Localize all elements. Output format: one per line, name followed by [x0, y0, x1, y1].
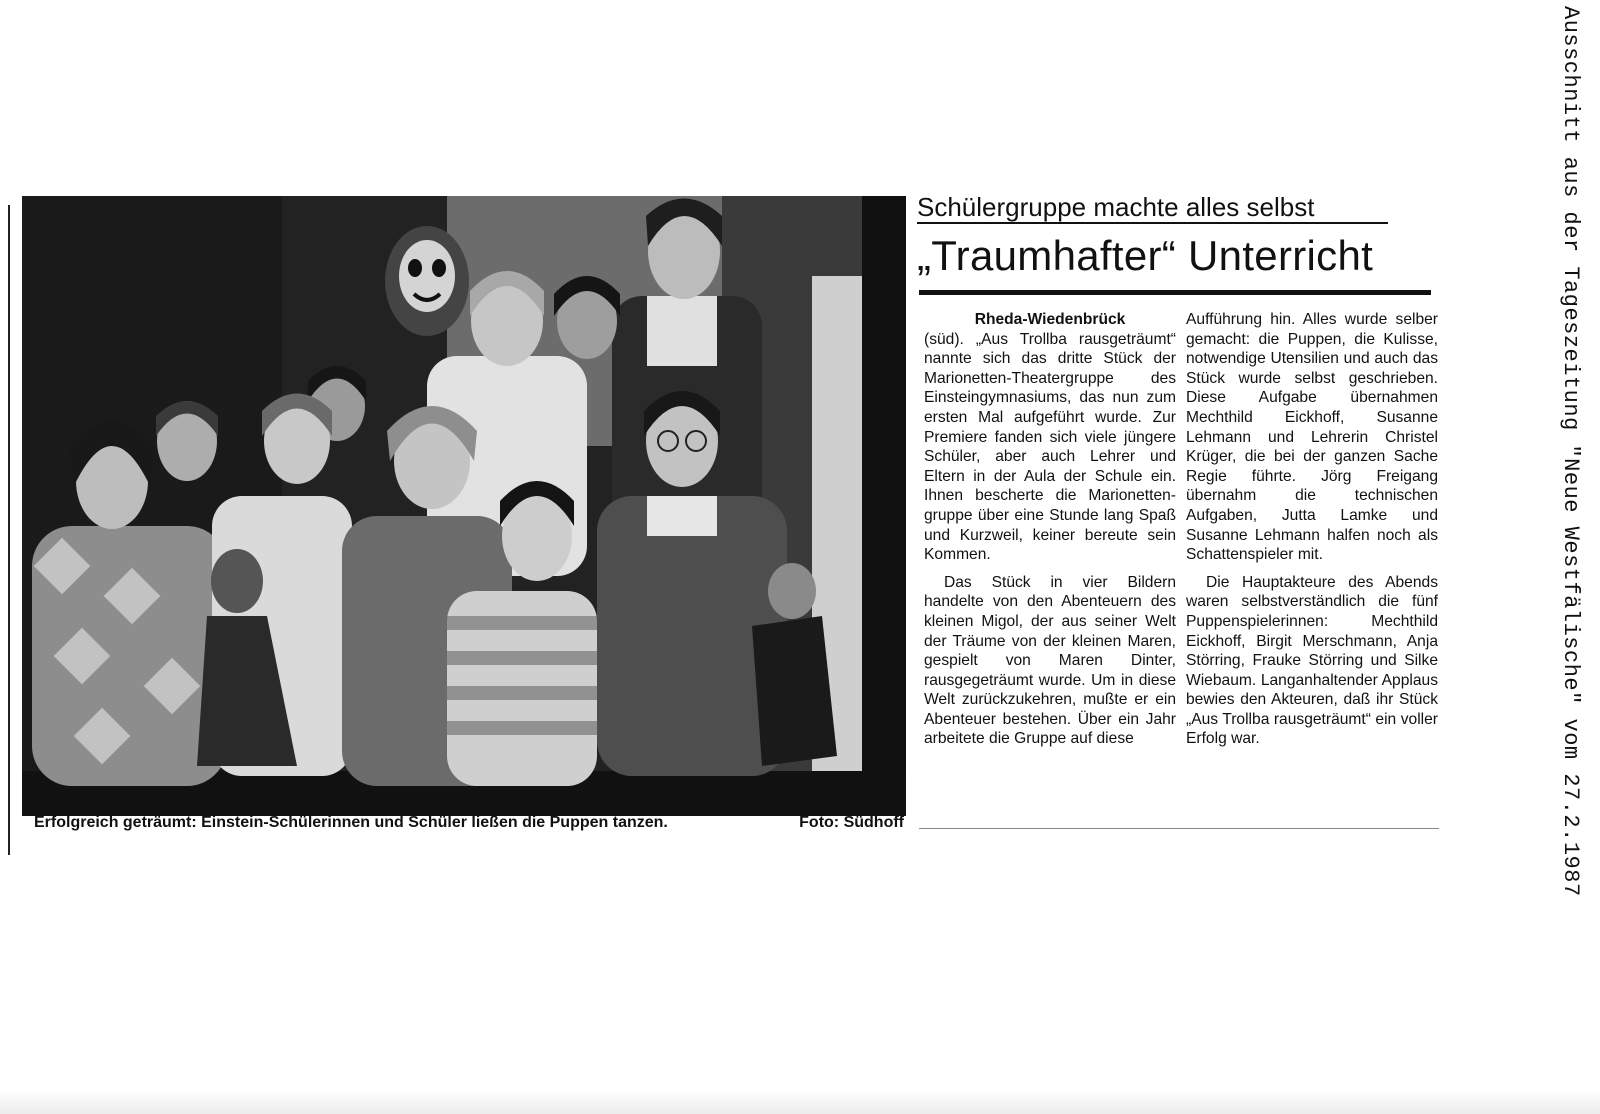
- puppet-right-head: [768, 563, 816, 619]
- kicker-underline: [917, 222, 1388, 224]
- paragraph-4: Die Hauptakteure des Abends waren selbstverständlich die fünf Puppenspielerinnen: Mechthild Eickhoff, Birgit Merschmann, Anja Störring, Frauke Störring und Silke Wiebaum. Langanhaltender Applaus bewies den Akteuren, daß ihr Stück „Aus Trollba rausgeträumt“ ein voller Erfolg war.: [1186, 573, 1438, 748]
- puppet-right-body: [752, 616, 837, 766]
- article-bottom-rule: [919, 828, 1439, 829]
- photo-caption: [34, 814, 904, 832]
- article-kicker: Schülergruppe machte alles selbst: [917, 192, 1315, 222]
- article-column-2: [1186, 310, 1438, 749]
- article-headline: „Traumhafter“ Unterricht: [917, 232, 1374, 279]
- caption-text: Erfolgreich geträumt: Einstein-Schülerinnen und Schüler ließen die Puppen tanzen.: [34, 814, 668, 831]
- person-glasses-collar: [647, 496, 717, 536]
- mask-eye-right: [432, 259, 446, 277]
- dark-edge: [862, 196, 906, 816]
- paragraph-3: Aufführung hin. Alles wurde selber gemacht: die Puppen, die Kulisse, notwendige Utensilien und auch das Stück wurde selbst geschrieben. Diese Aufgabe übernahmen Mechthild Eickhoff, Susanne Lehmann und Lehrerin Christel Krüger, die bei der ganzen Sache Regie führte. Jörg Freigang übernahm die technischen Aufgaben, Jutta Lamke und Susanne Lehmann halfen noch als Schattenspieler mit.: [1186, 311, 1438, 564]
- clipping-edge-rule: [8, 205, 10, 855]
- clipping-source-note: Ausschnitt aus der Tageszeitung "Neue Westfälische" vom 27.2.1987: [1558, 6, 1583, 897]
- headline-rule: [919, 290, 1431, 295]
- puppet-left-head: [211, 549, 263, 613]
- photo-credit: Foto: Südhoff: [799, 814, 904, 831]
- paragraph-1: (süd). „Aus Trollba rausgeträumt“ nannte sich das dritte Stück der Marionetten-Theatergruppe des Einsteingymnasiums, das nun zum ersten Mal aufgeführt wurde. Zur Premiere fanden sich viele jüngere Schüler, aber auch Lehrer und Eltern in der Aula der Schule ein. Ihnen bescherte die Marionettengruppe über eine Stunde lang Spaß und Kurzweil, keiner bereute sein Kommen.: [924, 330, 1176, 564]
- newspaper-photo: [22, 196, 906, 816]
- scan-bottom-shade: [0, 1090, 1600, 1114]
- mask-eye-left: [408, 259, 422, 277]
- paragraph-2: Das Stück in vier Bildern handelte von den Abenteuern des kleinen Migol, der aus seiner Welt der Träume von der kleinen Maren, gespielt von Maren Dinter, rausgegeträumt wurde. Um in diese Welt zurückzukehren, mußte er ein Abenteuer bestehen. Über ein Jahr arbeitete die Gruppe auf diese: [924, 573, 1176, 748]
- person-back-right-collar: [647, 296, 717, 366]
- article-column-1: [924, 310, 1176, 749]
- dateline: Rheda-Wiedenbrück: [974, 311, 1126, 328]
- photo-illustration: [22, 196, 906, 816]
